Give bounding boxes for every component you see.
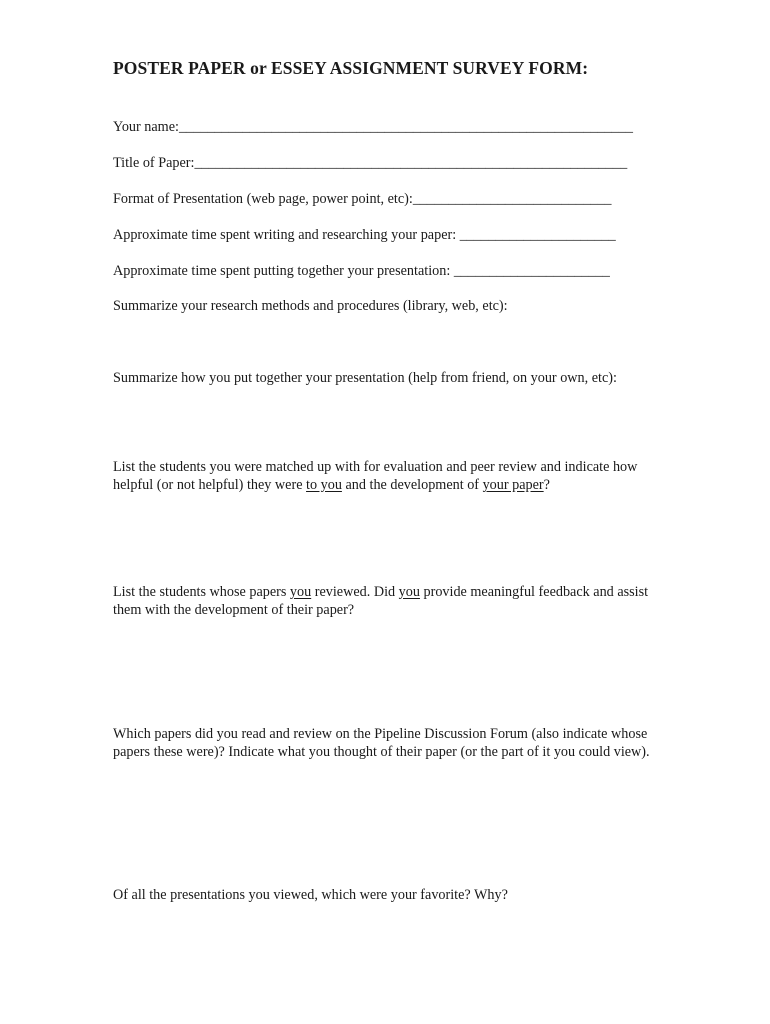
question-favorite-presentations: Of all the presentations you viewed, which were your favorite? Why? (113, 887, 508, 903)
field-blank: _____________________________________________________________ (194, 155, 628, 171)
field-blank: ________________________________________________________________ (178, 119, 633, 135)
question-text: reviewed. Did (311, 584, 399, 600)
field-blank: ____________________________ (412, 191, 612, 207)
emphasis-underline: you (289, 584, 312, 600)
field-title-of-paper (113, 154, 627, 172)
emphasis-underline: you (398, 584, 420, 600)
emphasis-underline: to you (306, 477, 342, 493)
field-label: Format of Presentation (web page, power point, etc): (113, 191, 413, 207)
question-research-methods: Summarize your research methods and procedures (library, web, etc): (113, 298, 508, 314)
form-title: POSTER PAPER or ESSEY ASSIGNMENT SURVEY FORM: (113, 58, 589, 78)
question-pipeline-forum: Which papers did you read and review on the Pipeline Discussion Forum (also indicate whose papers these were)? Indicate what you thought of their paper (or the part of it you could view). (113, 726, 650, 760)
emphasis-underline: your paper (482, 477, 544, 493)
field-label: Title of Paper: (113, 155, 195, 171)
question-peer-review-matches (113, 458, 658, 494)
field-your-name (113, 118, 633, 136)
field-label: Your name: (113, 119, 179, 135)
question-papers-reviewed (113, 583, 658, 619)
question-text: and the development of (341, 477, 483, 493)
field-blank: ______________________ (453, 263, 610, 279)
question-text: provide meaningful feedback and assist them with the development of their paper? (113, 584, 649, 618)
field-time-presentation (113, 262, 610, 280)
field-blank: ______________________ (459, 227, 616, 243)
question-text: ? (543, 477, 550, 493)
field-label: Approximate time spent putting together your presentation: (113, 263, 454, 279)
field-format-of-presentation (113, 190, 611, 208)
field-label: Approximate time spent writing and researching your paper: (113, 227, 460, 243)
question-presentation-assembly: Summarize how you put together your presentation (help from friend, on your own, etc): (113, 370, 617, 386)
question-text: List the students whose papers (113, 584, 290, 600)
field-time-writing (113, 226, 616, 244)
question-text: List the students you were matched up with for evaluation and peer review and indicate how helpful (or not helpful) they were (113, 459, 638, 493)
